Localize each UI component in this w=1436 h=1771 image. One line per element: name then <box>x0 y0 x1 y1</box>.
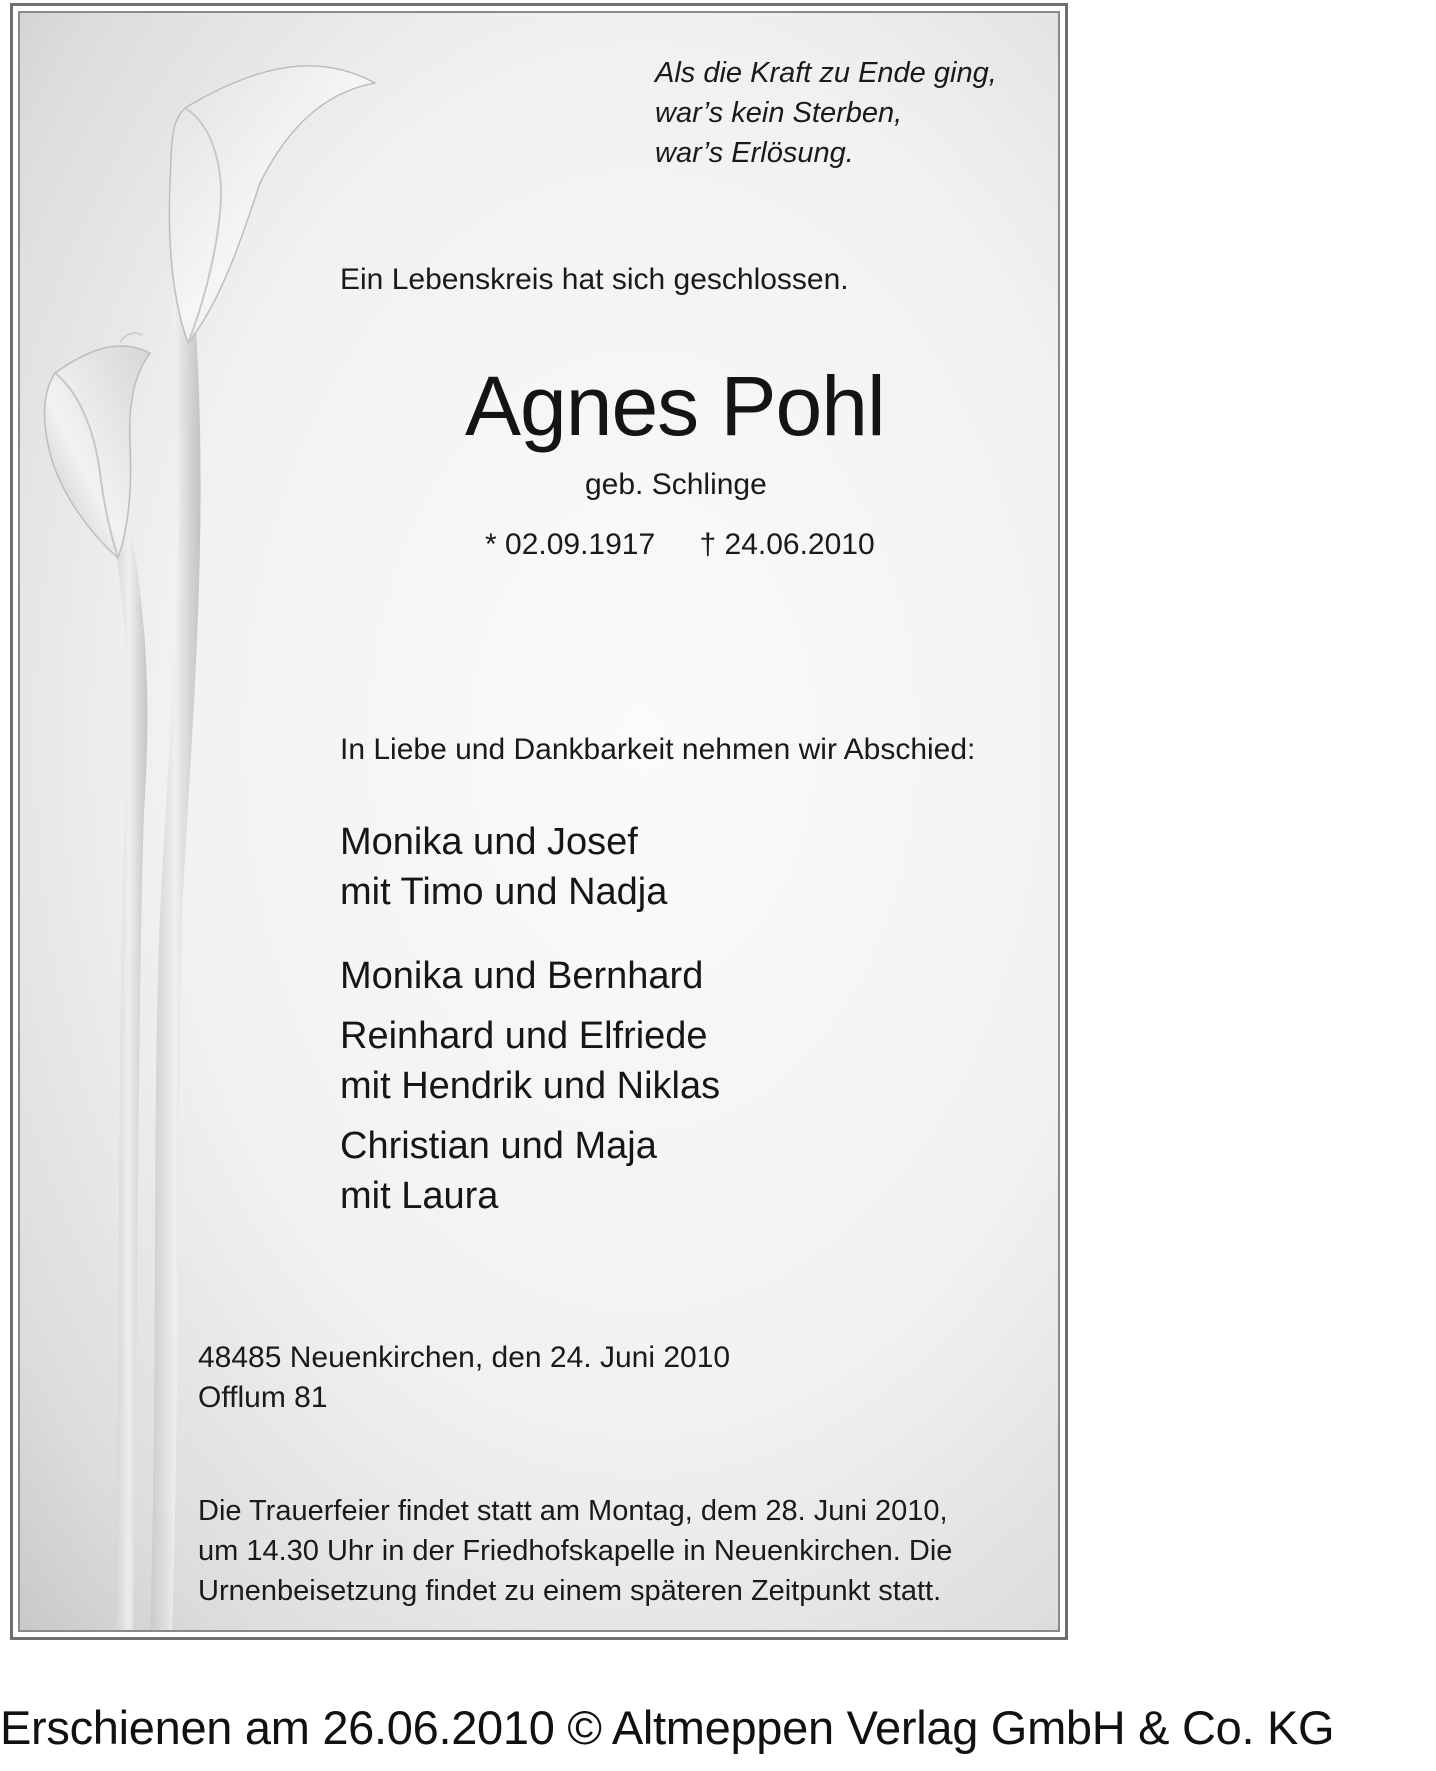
service-announcement <box>198 1491 952 1611</box>
family-group <box>340 1011 720 1111</box>
motto-line: Als die Kraft zu Ende ging, <box>655 57 997 89</box>
service-line: Urnenbeisetzung findet zu einem späteren Zeitpunkt statt. <box>198 1575 942 1607</box>
family-line: mit Timo und Nadja <box>340 871 668 913</box>
motto-line: war’s Erlösung. <box>655 137 854 169</box>
life-dates <box>485 528 875 562</box>
place-date-line: 48485 Neuenkirchen, den 24. Juni 2010 <box>198 1341 731 1374</box>
publication-footer: Erschienen am 26.06.2010 © Altmeppen Verlag GmbH & Co. KG <box>0 1701 1335 1754</box>
family-line: Monika und Bernhard <box>340 955 704 997</box>
birth-date: * 02.09.1917 <box>485 528 656 561</box>
family-line: Monika und Josef <box>340 821 638 863</box>
birth-name: geb. Schlinge <box>585 468 767 501</box>
obituary-card <box>18 11 1060 1632</box>
family-line: mit Hendrik und Niklas <box>340 1065 721 1107</box>
motto-line: war’s kein Sterben, <box>655 97 903 129</box>
family-group <box>340 951 703 1001</box>
deceased-name: Agnes Pohl <box>465 359 885 453</box>
motto-verse <box>655 53 997 173</box>
address-line: Offlum 81 <box>198 1381 328 1414</box>
death-date: † 24.06.2010 <box>699 528 875 561</box>
family-line: Christian und Maja <box>340 1125 657 1167</box>
place-and-date <box>198 1338 730 1418</box>
service-line: um 14.30 Uhr in der Friedhofskapelle in Neuenkirchen. Die <box>198 1535 953 1567</box>
family-group <box>340 817 667 917</box>
service-line: Die Trauerfeier findet statt am Montag, dem 28. Juni 2010, <box>198 1495 948 1527</box>
family-line: mit Laura <box>340 1175 499 1217</box>
obituary-frame <box>10 3 1068 1640</box>
intro-line: Ein Lebenskreis hat sich geschlossen. <box>340 263 849 296</box>
family-group <box>340 1121 657 1221</box>
family-line: Reinhard und Elfriede <box>340 1015 708 1057</box>
farewell-line: In Liebe und Dankbarkeit nehmen wir Abschied: <box>340 733 976 766</box>
